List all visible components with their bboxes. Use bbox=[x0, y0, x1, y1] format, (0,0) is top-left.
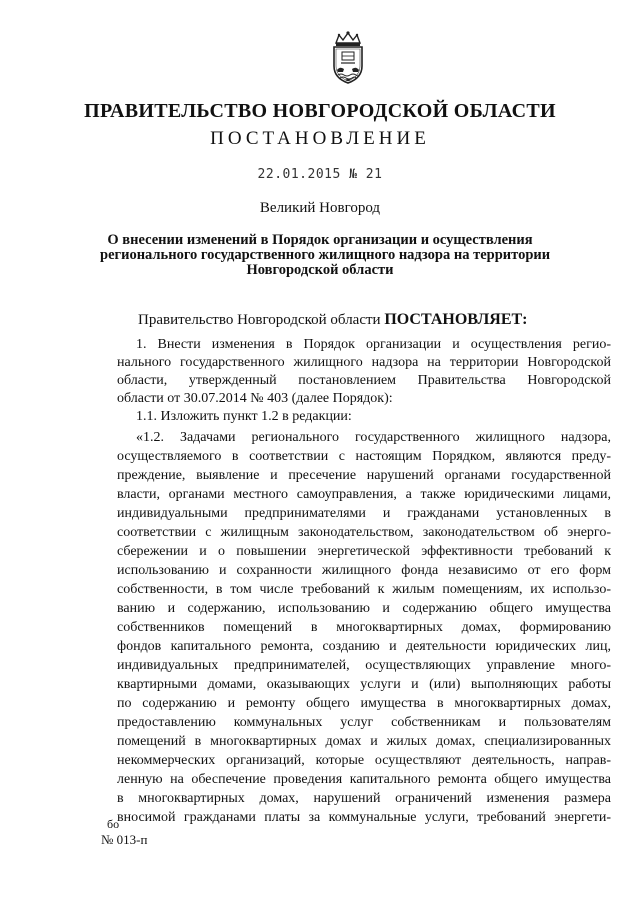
decree-intro-bold: ПОСТАНОВЛЯЕТ: bbox=[384, 311, 528, 328]
body-line: в многоквартирных домах, нарушений ограничений изменения размера bbox=[117, 791, 611, 806]
body-line: по содержанию и ремонту общего имущества в многоквартирных домах, bbox=[117, 696, 611, 711]
body-line: 1. Внести изменения в Порядок организации и осуществления регио- bbox=[136, 337, 611, 352]
body-line: собственников помещений в многоквартирных домах, формированию bbox=[117, 620, 611, 635]
body-line: области от 30.07.2014 № 403 (далее Порядок): bbox=[117, 391, 393, 406]
body-line: вносимой гражданами платы за коммунальные услуги, требований энергети- bbox=[117, 810, 611, 825]
body-line: области, утвержденный постановлением Правительства Новгородской bbox=[117, 373, 611, 388]
body-line: собственности, в том числе требований к жилым помещениям, их использо- bbox=[117, 582, 611, 597]
body-line: «1.2. Задачами регионального государственного жилищного надзора, bbox=[136, 430, 611, 445]
body-line: власти, органами местного самоуправления, а также юридическими лицами, bbox=[117, 487, 611, 502]
footer-initials: бо bbox=[107, 817, 120, 831]
government-title: ПРАВИТЕЛЬСТВО НОВГОРОДСКОЙ ОБЛАСТИ bbox=[84, 100, 556, 122]
document-type: ПОСТАНОВЛЕНИЕ bbox=[210, 128, 430, 149]
subject-line: О внесении изменений в Порядок организации и осуществления bbox=[107, 232, 533, 248]
body-line: ленную на обеспечение проведения капитального ремонта общего имущества bbox=[117, 772, 611, 787]
date-and-number: 22.01.2015 № 21 bbox=[257, 167, 383, 182]
subject-line: Новгородской области bbox=[246, 262, 394, 278]
body-line: индивидуальных предпринимателей, осуществляющих управление много- bbox=[117, 658, 611, 673]
body-line: сбережении и о повышении энергетической эффективности требований к bbox=[117, 544, 611, 559]
body-line: нального государственного жилищного надзора на территории Новгородской bbox=[117, 355, 611, 370]
body-line: квартирными домами, оказывающих услуги и (или) выполняющих работы bbox=[117, 677, 611, 692]
decree-intro-text: Правительство Новгородской области bbox=[138, 312, 381, 328]
body-line: ванию и содержанию, использованию и содержанию общего имущества bbox=[117, 601, 611, 616]
footer-document-number: № 013-п bbox=[101, 832, 148, 847]
body-line: некоммерческих организаций, которые осуществляют деятельность, направ- bbox=[117, 753, 611, 768]
body-line: предоставлению коммунальных услуг собственникам и пользователям bbox=[117, 715, 611, 730]
body-line: осуществляемого в соответствии с настоящим Порядком, являются преду- bbox=[117, 449, 611, 464]
body-line: использованию и сохранности жилищного фонда независимо от его форм bbox=[117, 563, 611, 578]
body-line: помещений в многоквартирных домах и жилых домах, специализированных bbox=[117, 734, 611, 749]
body-line: преждение, выявление и пресечение нарушений органами государственной bbox=[117, 468, 611, 483]
body-line: 1.1. Изложить пункт 1.2 в редакции: bbox=[136, 409, 352, 424]
subject-line: регионального государственного жилищного надзора на территории bbox=[100, 247, 551, 263]
body-line: индивидуальными предпринимателями и гражданами установленных в bbox=[117, 506, 611, 521]
body-line: соответствии с жилищным законодательством, законодательством об энерго- bbox=[117, 525, 611, 540]
body-line: фондов капитального ремонта, созданию и деятельности юридических лиц, bbox=[117, 639, 611, 654]
document-place: Великий Новгород bbox=[259, 200, 381, 216]
